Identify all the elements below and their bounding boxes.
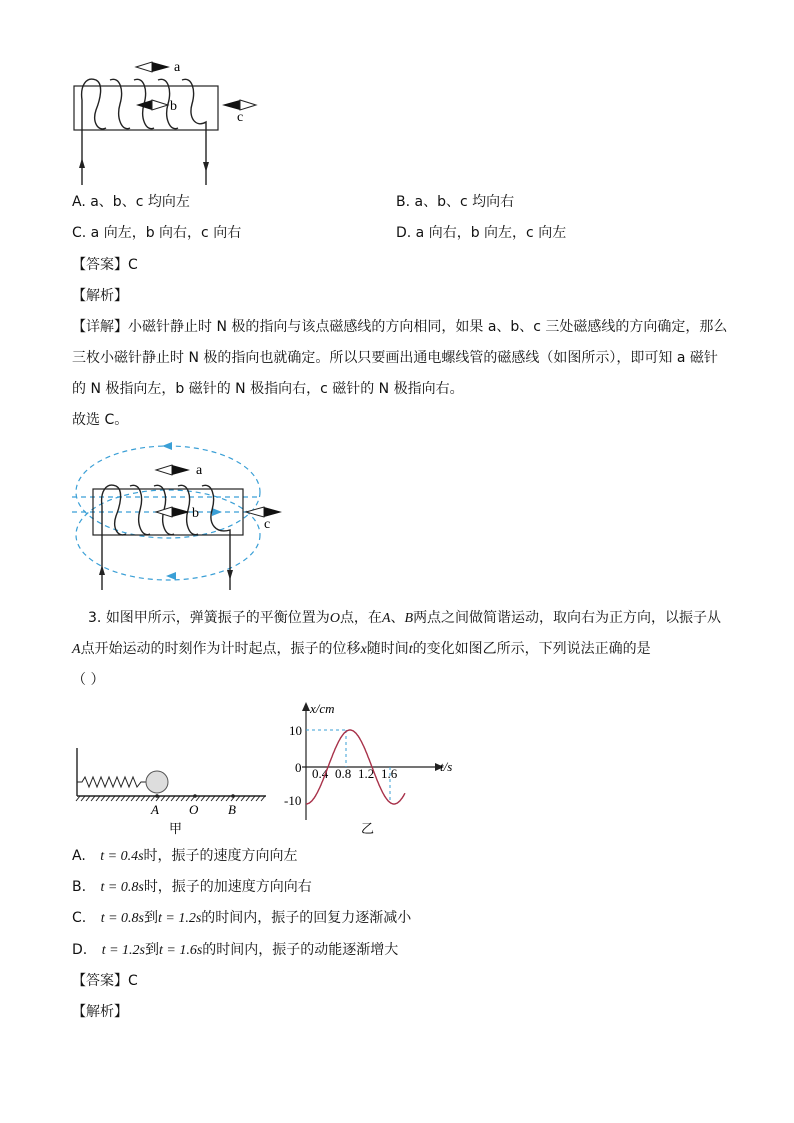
xt-graph bbox=[0, 690, 794, 840]
q3-option-a-text: 时，振子的速度方向向左 bbox=[143, 848, 298, 864]
solenoid-figure-2 bbox=[0, 440, 794, 600]
q2-option-a: A. a、b、c 均向左 bbox=[72, 194, 190, 210]
q3-blank: （ ） bbox=[72, 672, 105, 688]
current-arrow-down bbox=[203, 162, 209, 172]
q3-stem-p4: 两点之间做简谐运动，取向右为正方向，以振子从 bbox=[413, 610, 722, 626]
q3-stem-p5: 点开始运动的时刻作为计时起点，振子的位移 bbox=[80, 641, 361, 657]
needle-c bbox=[222, 100, 256, 110]
q2-detail-line-3: 的 N 极指向左，b 磁针的 N 极指向右，c 磁针的 N 极指向右。 bbox=[72, 381, 464, 397]
label-a-2: a bbox=[196, 463, 203, 478]
q3-option-d-mid: 到 bbox=[144, 942, 159, 958]
q3-stem-x: x bbox=[360, 642, 367, 657]
q2-option-c: C. a 向左，b 向右，c 向右 bbox=[72, 225, 242, 241]
q3-option-d bbox=[72, 940, 398, 961]
field-arrow-bottom bbox=[166, 572, 176, 580]
q3-answer: 【答案】C bbox=[72, 973, 138, 989]
point-a-label: A bbox=[151, 802, 159, 817]
x-axis-label: t/s bbox=[440, 759, 453, 774]
q3-option-b-formula: t = 0.8s bbox=[100, 880, 144, 895]
q3-option-c-letter: C. bbox=[72, 910, 87, 926]
q3-option-c-formula: t = 0.8s bbox=[100, 911, 144, 926]
q3-stem-p3: 、 bbox=[390, 610, 405, 626]
x-tick-1-2: 1.2 bbox=[358, 766, 375, 781]
x-tick-0-8: 0.8 bbox=[335, 766, 352, 781]
q3-option-c bbox=[72, 908, 411, 929]
q2-option-b: B. a、b、c 均向右 bbox=[396, 194, 515, 210]
q3-option-c-mid: 到 bbox=[143, 910, 158, 926]
q3-option-d-letter: D. bbox=[72, 942, 88, 958]
q3-option-d-text: 的时间内，振子的动能逐渐增大 bbox=[202, 942, 399, 958]
q3-stem-o: O bbox=[329, 611, 340, 626]
caption-jia: 甲 bbox=[169, 822, 183, 837]
x-tick-1-6: 1.6 bbox=[381, 766, 398, 781]
q3-option-b-text: 时，振子的加速度方向向右 bbox=[143, 879, 312, 895]
q3-option-c-text: 的时间内，振子的回复力逐渐减小 bbox=[201, 910, 412, 926]
q3-stem-t: t bbox=[408, 642, 413, 657]
q3-stem-a: A bbox=[381, 611, 391, 626]
q3-option-d-formula: t = 1.2s bbox=[101, 943, 145, 958]
label-b-2: b bbox=[192, 506, 199, 521]
current-arrow-up bbox=[79, 158, 85, 168]
solenoid-figure-1 bbox=[0, 0, 794, 190]
q3-stem-p7: 的变化如图乙所示，下列说法正确的是 bbox=[412, 641, 651, 657]
q2-analysis-header: 【解析】 bbox=[72, 288, 128, 304]
q3-option-d-formula2: t = 1.6s bbox=[158, 943, 203, 958]
label-c-2: c bbox=[264, 517, 271, 532]
field-arrow-top bbox=[162, 442, 172, 450]
q2-conclusion: 故选 C。 bbox=[72, 412, 129, 428]
q3-option-b bbox=[72, 877, 312, 898]
y-tick-neg10: -10 bbox=[284, 793, 302, 808]
q3-stem-p1: 如图甲所示，弹簧振子的平衡位置为 bbox=[105, 610, 330, 626]
y-tick-0: 0 bbox=[295, 760, 302, 775]
q2-detail-line-1: 【详解】小磁针静止时 N 极的指向与该点磁感线的方向相同，如果 a、b、c 三处磁感线的方向确定，那么 bbox=[72, 319, 728, 335]
current-arrow-up-2 bbox=[99, 565, 105, 575]
label-a: a bbox=[174, 60, 181, 75]
q3-option-a-letter: A. bbox=[72, 848, 86, 864]
needle-b-2 bbox=[156, 507, 190, 517]
current-arrow-down-2 bbox=[227, 570, 233, 580]
q3-option-b-letter: B. bbox=[72, 879, 87, 895]
needle-c-2 bbox=[246, 507, 282, 517]
q3-stem-p6: 随时间 bbox=[366, 641, 409, 657]
y-tick-10: 10 bbox=[289, 723, 302, 738]
needle-b bbox=[136, 100, 168, 110]
q3-option-c-formula2: t = 1.2s bbox=[157, 911, 202, 926]
q3-option-a-formula: t = 0.4s bbox=[100, 849, 144, 864]
point-o-label: O bbox=[189, 802, 199, 817]
q3-stem-line-1 bbox=[88, 608, 721, 629]
q2-detail-line-2: 三枚小磁针静止时 N 极的指向也就确定。所以只要画出通电螺线管的磁感线（如图所示），即可知 a 磁针 bbox=[72, 350, 718, 366]
coil-windings bbox=[82, 79, 206, 185]
y-axis-arrow bbox=[302, 702, 310, 711]
needle-a bbox=[136, 62, 170, 72]
q3-stem-line-2 bbox=[72, 639, 651, 660]
label-b: b bbox=[170, 99, 177, 114]
q3-stem-p2: 点，在 bbox=[339, 610, 382, 626]
field-arrow-inner bbox=[212, 508, 222, 516]
caption-yi: 乙 bbox=[361, 822, 375, 837]
q2-option-d: D. a 向右，b 向左，c 向左 bbox=[396, 225, 567, 241]
point-b-label: B bbox=[228, 802, 236, 817]
label-c: c bbox=[237, 110, 244, 125]
q2-answer: 【答案】C bbox=[72, 257, 138, 273]
q3-number: 3. bbox=[88, 610, 102, 626]
y-axis-label: x/cm bbox=[310, 701, 335, 716]
x-tick-0-4: 0.4 bbox=[312, 766, 329, 781]
q3-stem-a2: A bbox=[72, 642, 81, 657]
needle-a-2 bbox=[156, 465, 190, 475]
q3-analysis-header: 【解析】 bbox=[72, 1004, 128, 1020]
q3-option-a bbox=[72, 846, 298, 867]
q3-stem-b: B bbox=[404, 611, 414, 626]
